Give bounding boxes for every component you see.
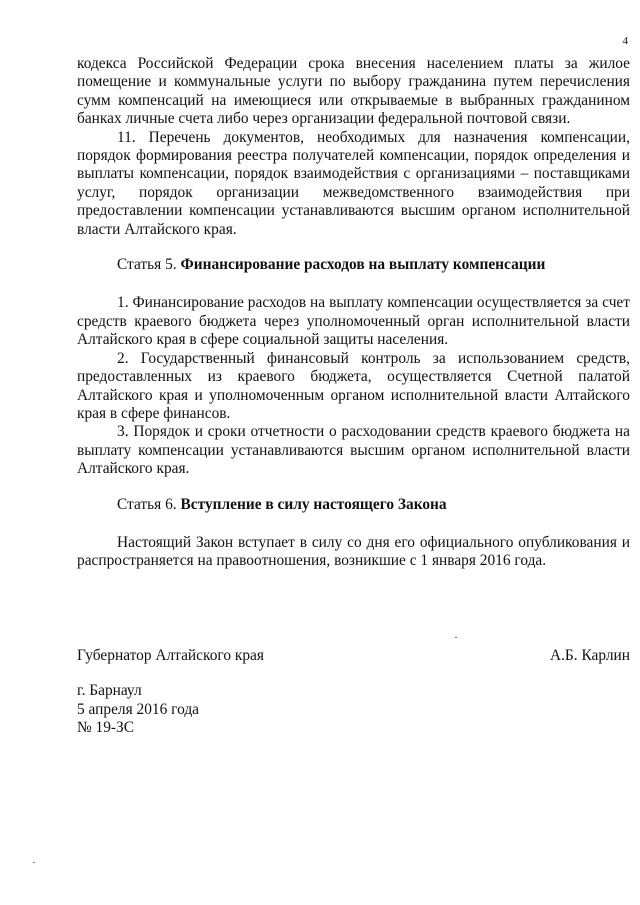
signatory-name: А.Б. Карлин <box>549 646 630 664</box>
page-number: 4 <box>622 35 628 47</box>
article-6-prefix: Статья 6. <box>117 495 177 513</box>
footer-number: № 19-ЗС <box>77 718 135 736</box>
article-5-prefix: Статья 5. <box>117 256 177 274</box>
footer-city: г. Барнаул <box>77 682 142 700</box>
document-body <box>77 55 630 737</box>
scan-speck <box>33 862 35 863</box>
article-5-paragraph-2: 2. Государственный финансовый контроль за использованием средств, предоставленных из краевого бюджета, осуществляется Счетной палатой Алтайского края и уполномоченным органом исполнительной власти Алтайского края в сфере финансов. <box>77 349 630 422</box>
article-6-title: Вступление в силу настоящего Закона <box>180 495 447 513</box>
article-5-title: Финансирование расходов на выплату компенсации <box>180 256 546 274</box>
scan-speck <box>455 637 457 638</box>
article-6-heading <box>77 496 630 514</box>
paragraph-art4-item-11: 11. Перечень документов, необходимых для назначения компенсации, порядок формирования реестра получателей компенсации, порядок определения и выплаты компенсации, порядок взаимодействия с организациями – поставщиками услуг, порядок организации межведомственного взаимодействия при предоставлении компенсации устанавливаются высшим органом исполнительной власти Алтайского края. <box>77 128 630 238</box>
signature-block <box>77 647 630 665</box>
article-5-heading <box>77 256 630 274</box>
signatory-position: Губернатор Алтайского края <box>77 646 264 664</box>
paragraph-art4-continuation: кодекса Российской Федерации срока внесения населением платы за жилое помещение и коммунальные услуги по выбору гражданина путем перечисления сумм компенсаций на имеющиеся или открываемые в выбранных гражданином банках личные счета либо через организации федеральной почтовой связи. <box>77 55 630 128</box>
article-6-paragraph-1: Настоящий Закон вступает в силу со дня его официального опубликования и распространяется на правоотношения, возникшие с 1 января 2016 года. <box>77 533 630 570</box>
article-5-paragraph-3: 3. Порядок и сроки отчетности о расходовании средств краевого бюджета на выплату компенсации устанавливаются высшим органом исполнительной власти Алтайского края. <box>77 423 630 478</box>
article-5-paragraph-1: 1. Финансирование расходов на выплату компенсации осуществляется за счет средств краевого бюджета через уполномоченный орган исполнительной власти Алтайского края в сфере социальной защиты населения. <box>77 294 630 349</box>
footer-date: 5 апреля 2016 года <box>77 700 200 718</box>
